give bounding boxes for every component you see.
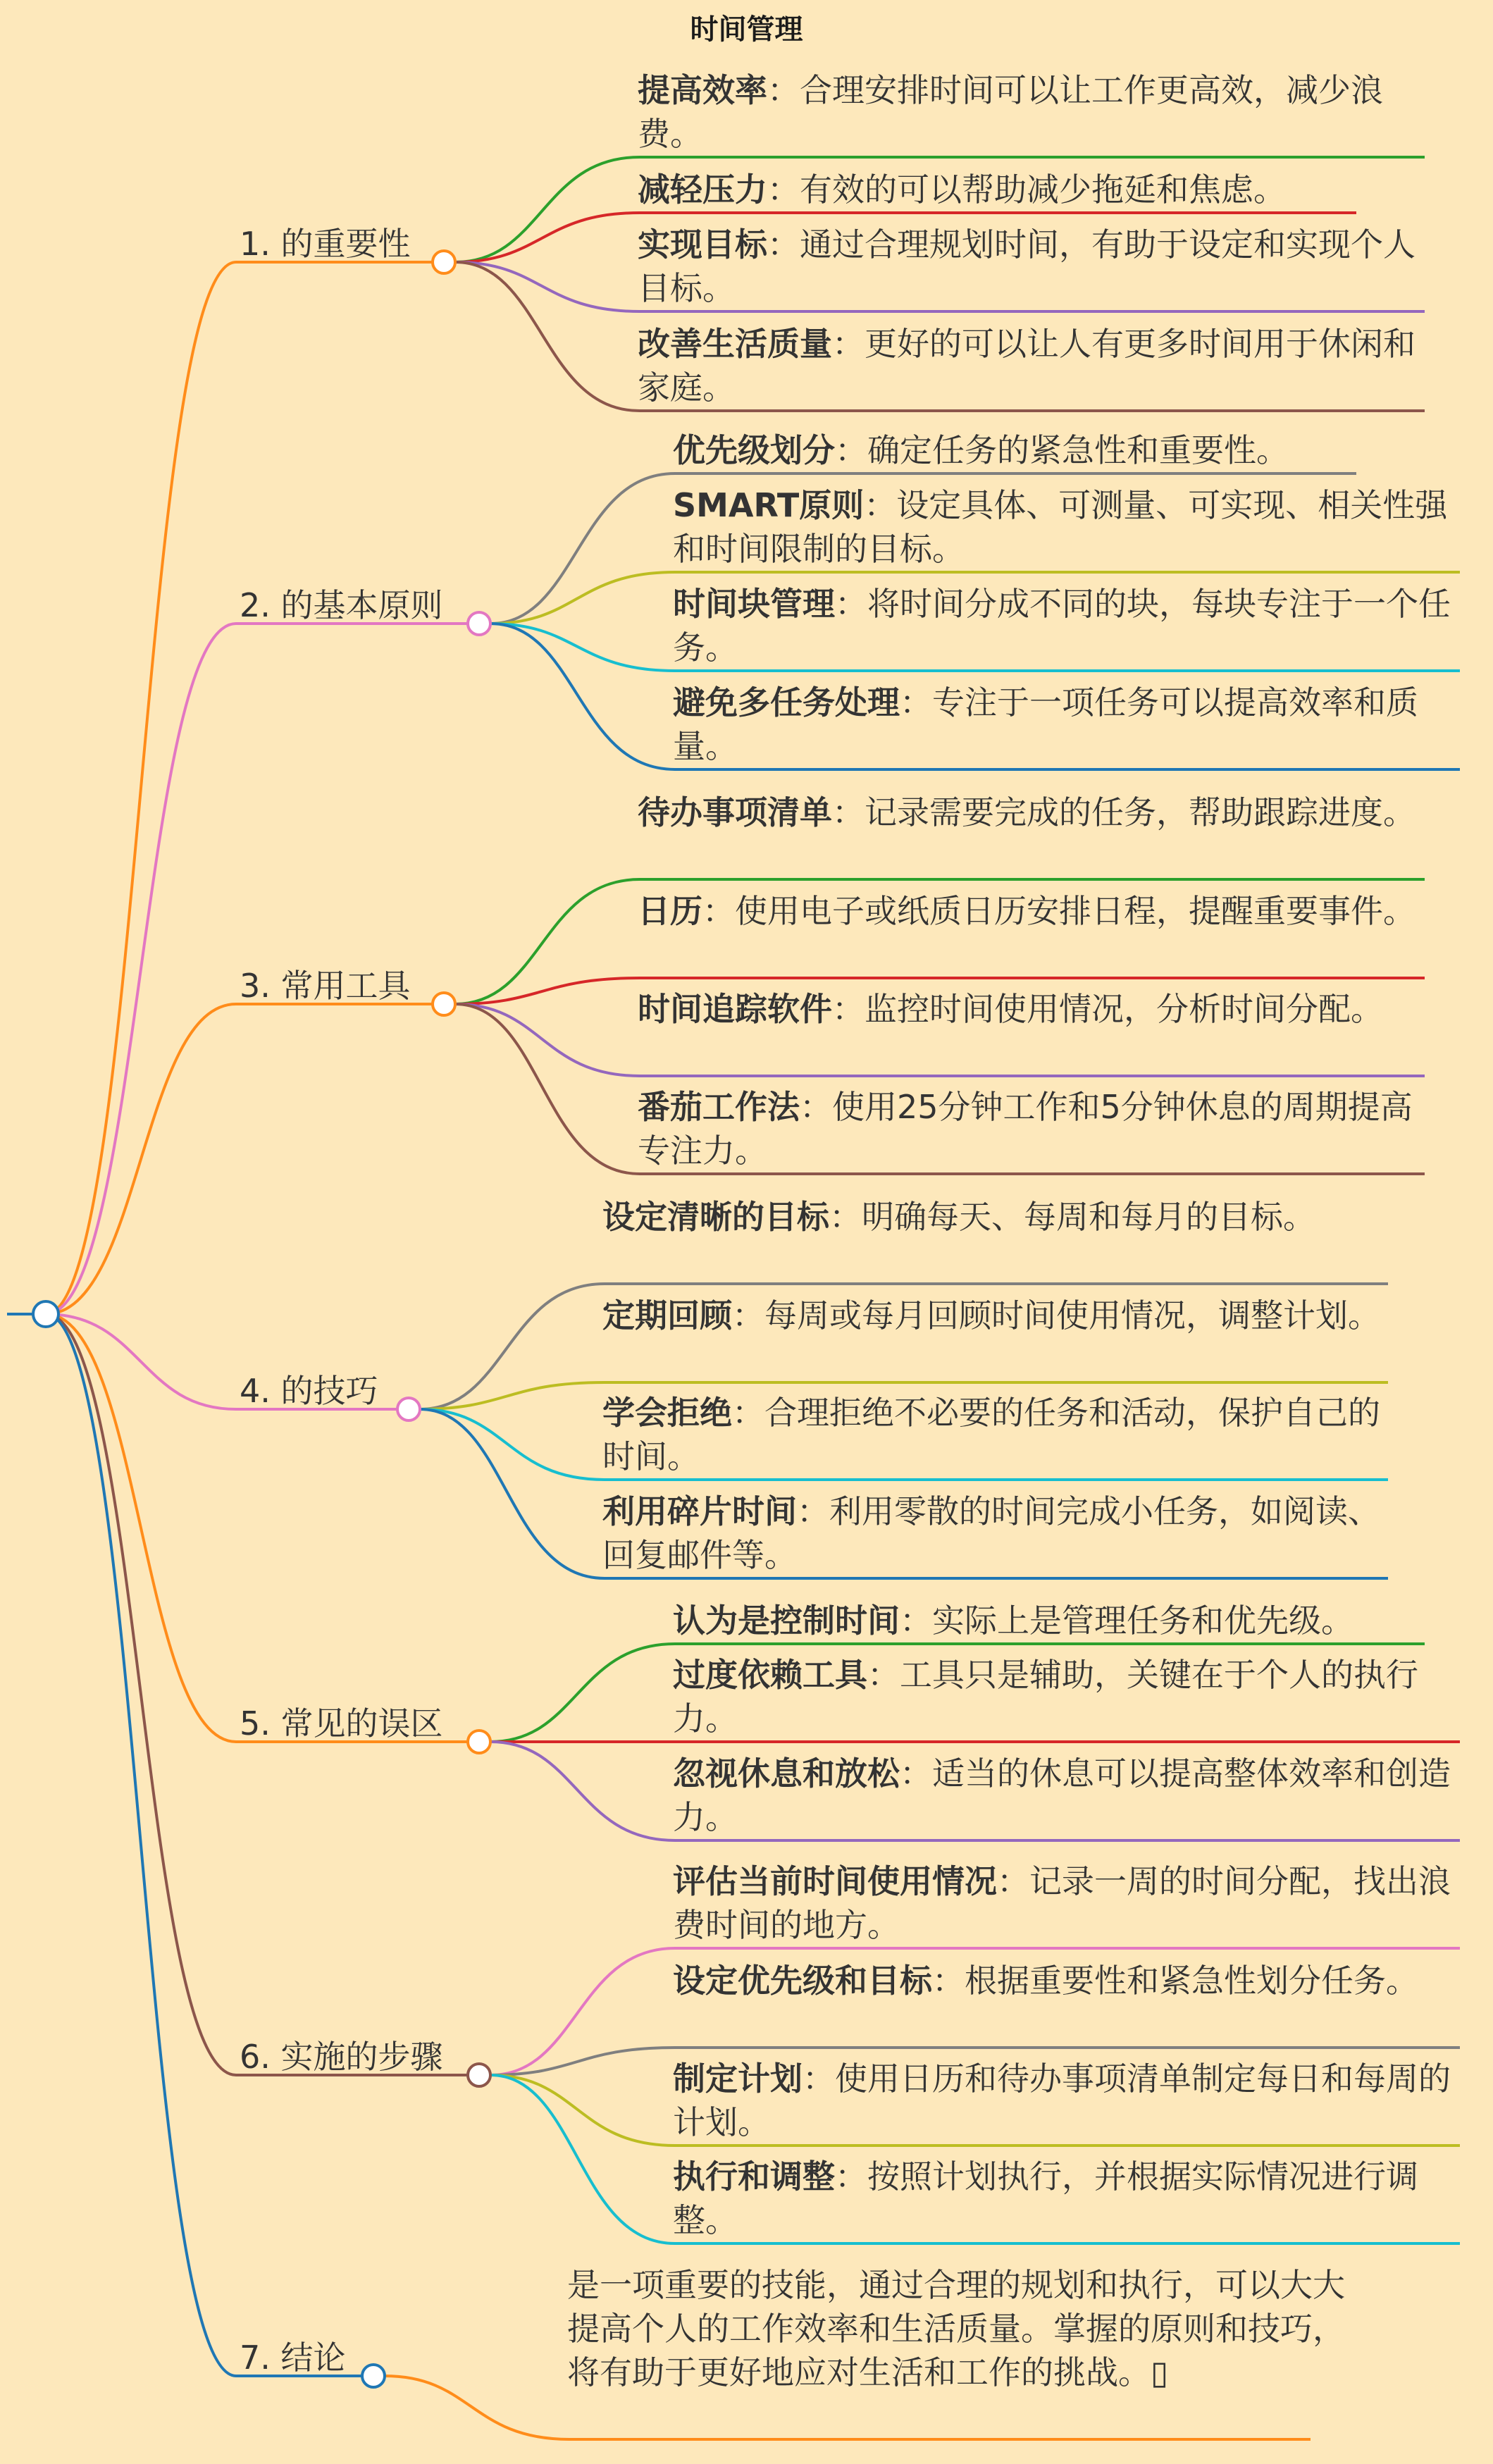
leaf-term: 改善生活质量 xyxy=(638,325,832,363)
leaf-text[interactable] xyxy=(673,1859,1462,1947)
root-node-toggle[interactable] xyxy=(33,1301,58,1327)
leaf-description: ：适当的休息可以提高整体效率和创造力。 xyxy=(673,1754,1451,1836)
leaf-description: ：监控时间使用情况，分析时间分配。 xyxy=(832,990,1383,1028)
leaf-text[interactable] xyxy=(638,1085,1427,1172)
leaf-description: ：记录一周的时间分配，找出浪费时间的地方。 xyxy=(673,1862,1451,1944)
branch-label[interactable]: 5. 常见的误区 xyxy=(240,1704,443,1742)
leaf-term: 设定清晰的目标 xyxy=(602,1198,829,1236)
branch-node-toggle[interactable] xyxy=(468,612,490,635)
leaf-term: SMART原则 xyxy=(673,486,865,524)
leaf-term: 评估当前时间使用情况 xyxy=(673,1862,997,1900)
leaf-description: ：按照计划执行，并根据实际情况进行调整。 xyxy=(673,2157,1418,2239)
branch-label[interactable]: 3. 常用工具 xyxy=(240,967,411,1005)
branch-label[interactable]: 6. 实施的步骤 xyxy=(240,2038,443,2076)
leaf-term: 番茄工作法 xyxy=(638,1088,800,1126)
branch-label[interactable]: 4. 的技巧 xyxy=(240,1372,378,1410)
leaf-term: 认为是控制时间 xyxy=(673,1602,900,1640)
branch-node-toggle[interactable] xyxy=(433,993,455,1015)
leaf-text[interactable] xyxy=(673,2155,1462,2242)
leaf-term: 学会拒绝 xyxy=(602,1394,732,1432)
leaf-text[interactable] xyxy=(638,168,1427,211)
leaf-description: ：设定具体、可测量、可实现、相关性强和时间限制的目标。 xyxy=(673,486,1448,568)
leaf-description: 是一项重要的技能，通过合理的规划和执行，可以大大提高个人的工作效率和生活质量。掌握的原则和技巧，将有助于更好地应对生活和工作的挑战。▯ xyxy=(567,2266,1345,2391)
leaf-term: 优先级划分 xyxy=(673,431,835,469)
leaf-text[interactable] xyxy=(638,223,1427,310)
leaf-term: 利用碎片时间 xyxy=(602,1492,797,1530)
leaf-text[interactable] xyxy=(673,1653,1462,1740)
leaf-text[interactable] xyxy=(673,2057,1462,2144)
branch-node-toggle[interactable] xyxy=(468,1731,490,1753)
leaf-text[interactable] xyxy=(602,1195,1392,1239)
leaf-text[interactable] xyxy=(673,428,1462,472)
leaf-description: ：使用日历和待办事项清单制定每日和每周的计划。 xyxy=(673,2060,1451,2141)
branch-label[interactable]: 2. 的基本原则 xyxy=(240,586,443,624)
leaf-description: ：更好的可以让人有更多时间用于休闲和家庭。 xyxy=(638,325,1415,407)
leaf-description: ：通过合理规划时间，有助于设定和实现个人目标。 xyxy=(638,225,1415,307)
leaf-text[interactable] xyxy=(673,1599,1462,1642)
leaf-description: ：根据重要性和紧急性划分任务。 xyxy=(932,1962,1418,2000)
branch-connector-line xyxy=(46,1004,433,1314)
branch-node-toggle[interactable] xyxy=(397,1398,420,1420)
leaf-text[interactable] xyxy=(638,987,1427,1031)
leaf-text[interactable] xyxy=(638,791,1427,834)
leaf-text[interactable] xyxy=(602,1391,1392,1478)
leaf-text[interactable] xyxy=(673,681,1462,768)
leaf-text[interactable] xyxy=(602,1294,1392,1337)
mindmap-title: 时间管理 xyxy=(690,13,803,46)
leaf-term: 定期回顾 xyxy=(602,1296,732,1335)
leaf-description: ：明确每天、每周和每月的目标。 xyxy=(829,1198,1315,1236)
leaf-description: ：有效的可以帮助减少拖延和焦虑。 xyxy=(767,171,1286,209)
leaf-term: 忽视休息和放松 xyxy=(673,1754,900,1793)
leaf-description: ：每周或每月回顾时间使用情况，调整计划。 xyxy=(732,1296,1380,1335)
leaf-text[interactable] xyxy=(638,322,1427,409)
leaf-description: ：记录需要完成的任务，帮助跟踪进度。 xyxy=(832,793,1415,831)
leaf-term: 避免多任务处理 xyxy=(673,683,900,722)
branch-connector-line xyxy=(46,262,433,1314)
branch-label[interactable]: 1. 的重要性 xyxy=(240,225,411,263)
leaf-description: ：确定任务的紧急性和重要性。 xyxy=(835,431,1289,469)
leaf-description: ：合理拒绝不必要的任务和活动，保护自己的时间。 xyxy=(602,1394,1380,1475)
leaf-description: ：使用25分钟工作和5分钟休息的周期提高专注力。 xyxy=(638,1088,1413,1170)
leaf-term: 时间块管理 xyxy=(673,585,835,623)
leaf-term: 日历 xyxy=(638,892,702,930)
leaf-description: ：合理安排时间可以让工作更高效，减少浪费。 xyxy=(638,71,1383,153)
leaf-term: 设定优先级和目标 xyxy=(673,1962,932,2000)
leaf-description: ：实际上是管理任务和优先级。 xyxy=(900,1602,1353,1640)
leaf-term: 提高效率 xyxy=(638,71,767,109)
leaf-text[interactable] xyxy=(638,68,1427,156)
branch-node-toggle[interactable] xyxy=(433,251,455,273)
leaf-term: 过度依赖工具 xyxy=(673,1656,867,1694)
leaf-text[interactable] xyxy=(602,1490,1392,1577)
leaf-text[interactable] xyxy=(673,483,1462,571)
leaf-text[interactable] xyxy=(673,1752,1462,1839)
leaf-description: ：专注于一项任务可以提高效率和质量。 xyxy=(673,683,1418,765)
leaf-term: 执行和调整 xyxy=(673,2157,835,2196)
leaf-term: 制定计划 xyxy=(673,2060,803,2098)
branch-node-toggle[interactable] xyxy=(468,2064,490,2086)
leaf-text[interactable] xyxy=(673,582,1462,669)
leaf-term: 待办事项清单 xyxy=(638,793,832,831)
leaf-text[interactable] xyxy=(567,2263,1356,2394)
branch-node-toggle[interactable] xyxy=(362,2365,385,2387)
branch-connector-line xyxy=(46,1314,362,2376)
leaf-term: 时间追踪软件 xyxy=(638,990,832,1028)
leaf-term: 实现目标 xyxy=(638,225,767,264)
leaf-text[interactable] xyxy=(638,889,1427,933)
leaf-description: ：将时间分成不同的块，每块专注于一个任务。 xyxy=(673,585,1451,667)
leaf-description: ：使用电子或纸质日历安排日程，提醒重要事件。 xyxy=(702,892,1415,930)
leaf-description: ：工具只是辅助，关键在于个人的执行力。 xyxy=(673,1656,1418,1738)
branch-label[interactable]: 7. 结论 xyxy=(240,2339,346,2377)
leaf-description: ：利用零散的时间完成小任务，如阅读、回复邮件等。 xyxy=(602,1492,1380,1574)
leaf-text[interactable] xyxy=(673,1959,1462,2002)
leaf-term: 减轻压力 xyxy=(638,171,767,209)
branch-connector-line xyxy=(46,1314,468,2075)
